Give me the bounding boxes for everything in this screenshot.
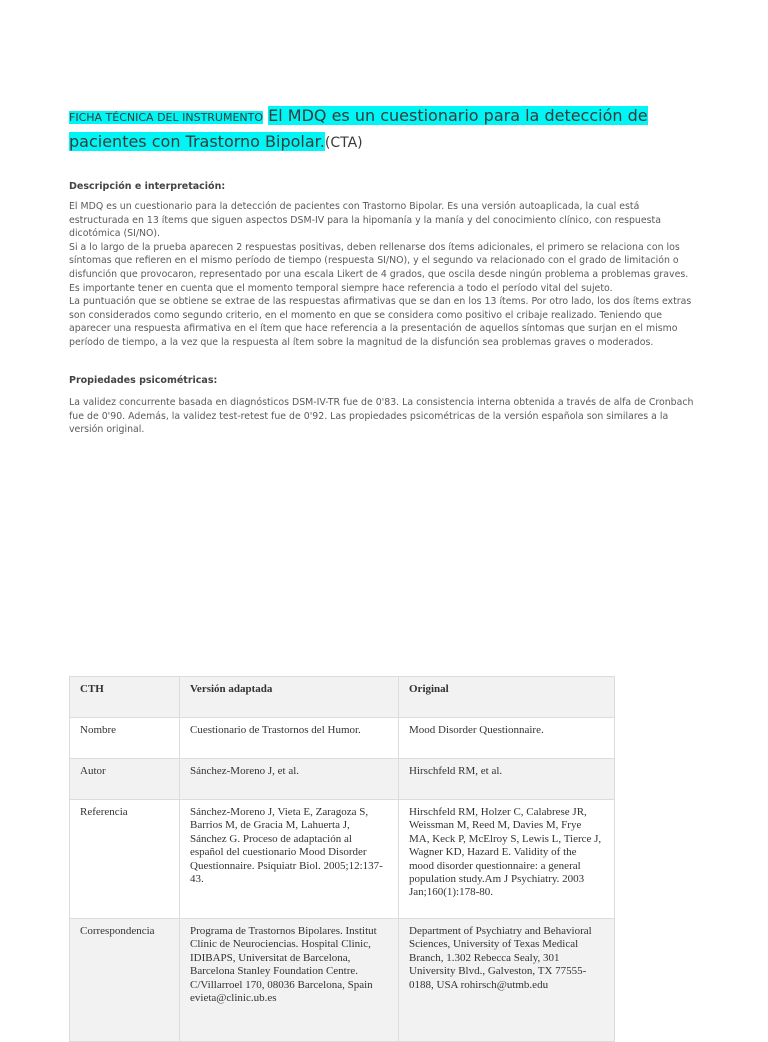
psychometrics-heading: Propiedades psicométricas: [69, 375, 218, 386]
description-heading: Descripción e interpretación: [69, 181, 226, 192]
table-cell: Sánchez-Moreno J, Vieta E, Zaragoza S, Barrios M, de Gracia M, Lahuerta J, Sánchez G. Proceso de adaptación al español del cuestionario Mood Disorder Questionnaire. Psiquiatr Biol. 2005;12:137-43. [180, 800, 399, 919]
instrument-table [69, 676, 615, 1042]
table-cell: Hirschfeld RM, et al. [399, 759, 615, 800]
table-cell: Department of Psychiatry and Behavioral Sciences, University of Texas Medical Branch, 1.302 Rebecca Sealy, 301 University Blvd., Galveston, TX 77555-0188, USA rohirsch@utmb.edu [399, 919, 615, 1042]
description-paragraph: Si a lo largo de la prueba aparecen 2 respuestas positivas, deben rellenarse dos ítems adicionales, el primero se relaciona con los síntomas que refieren en el mismo período de tiempo (respuesta SI/NO), y el segundo va relacionado con el grado de limitación o disfunción que provocaron, representado por una escala Likert de 4 grados, que oscila desde ningún problema a problemas graves. [69, 241, 689, 280]
table-row [70, 718, 615, 759]
document-title [69, 104, 689, 155]
description-body [69, 200, 697, 350]
psychometrics-paragraph: La validez concurrente basada en diagnósticos DSM-IV-TR fue de 0'83. La consistencia interna obtenida a través de alfa de Cronbach fue de 0'90. Además, la validez test-retest fue de 0'92. Las propiedades psicométricas de la versión española son similares a la versión original. [69, 397, 694, 436]
table-cell: Programa de Trastornos Bipolares. Institut Clínic de Neurociencias. Hospital Clinic, IDIBAPS, Universitat de Barcelona, Barcelona Stanley Foundation Centre. C/Villarroel 170, 08036 Barcelona, Spain evieta@clinic.ub.es [180, 919, 399, 1042]
title-suffix: (CTA) [324, 135, 363, 151]
description-paragraph: Es importante tener en cuenta que el momento temporal siempre hace referencia a todo el período vital del sujeto. [69, 282, 613, 294]
table-cell: Nombre [70, 718, 180, 759]
title-label: FICHA TÉCNICA DEL INSTRUMENTO [69, 111, 264, 124]
description-paragraph: La puntuación que se obtiene se extrae de las respuestas afirmativas que se dan en los 13 ítems. Por otro lado, los dos ítems extras son considerados como segundo criterio, en el momento en que se considera como positivo el cribaje realizado. Teniendo que aparecer una respuesta afirmativa en el ítem que hace referencia a la presentación de aquellos síntomas que surjan en el mismo período de tiempo, a la vez que la respuesta al ítem sobre la magnitud de la disfunción sea problemas graves o moderados. [69, 296, 692, 348]
table-header-cell: Versión adaptada [180, 677, 399, 718]
title-main: El MDQ es un cuestionario para la detección de pacientes con Trastorno Bipolar. [69, 106, 648, 151]
description-paragraph: El MDQ es un cuestionario para la detección de pacientes con Trastorno Bipolar. Es una versión autoaplicada, la cual está estructurada en 13 ítems que siguen aspectos DSM-IV para la hipomanía y la manía y del conocimiento clínico, con respuesta dicotómica (SI/NO). [69, 201, 661, 240]
table-cell: Cuestionario de Trastornos del Humor. [180, 718, 399, 759]
table-header-cell: Original [399, 677, 615, 718]
psychometrics-body [69, 396, 697, 437]
table-row [70, 759, 615, 800]
table-cell: Referencia [70, 800, 180, 919]
table-header-row [70, 677, 615, 718]
table-cell: Autor [70, 759, 180, 800]
table-cell: Mood Disorder Questionnaire. [399, 718, 615, 759]
table-cell: Sánchez-Moreno J, et al. [180, 759, 399, 800]
table-row [70, 800, 615, 919]
table-header-cell: CTH [70, 677, 180, 718]
table-cell: Hirschfeld RM, Holzer C, Calabrese JR, Weissman M, Reed M, Davies M, Frye MA, Keck P, McElroy S, Lewis L, Tierce J, Wagner KD, Hazard E. Validity of the mood disorder questionnaire: a general population study.Am J Psychiatry. 2003 Jan;160(1):178-80. [399, 800, 615, 919]
table-row [70, 919, 615, 1042]
table-cell: Correspondencia [70, 919, 180, 1042]
